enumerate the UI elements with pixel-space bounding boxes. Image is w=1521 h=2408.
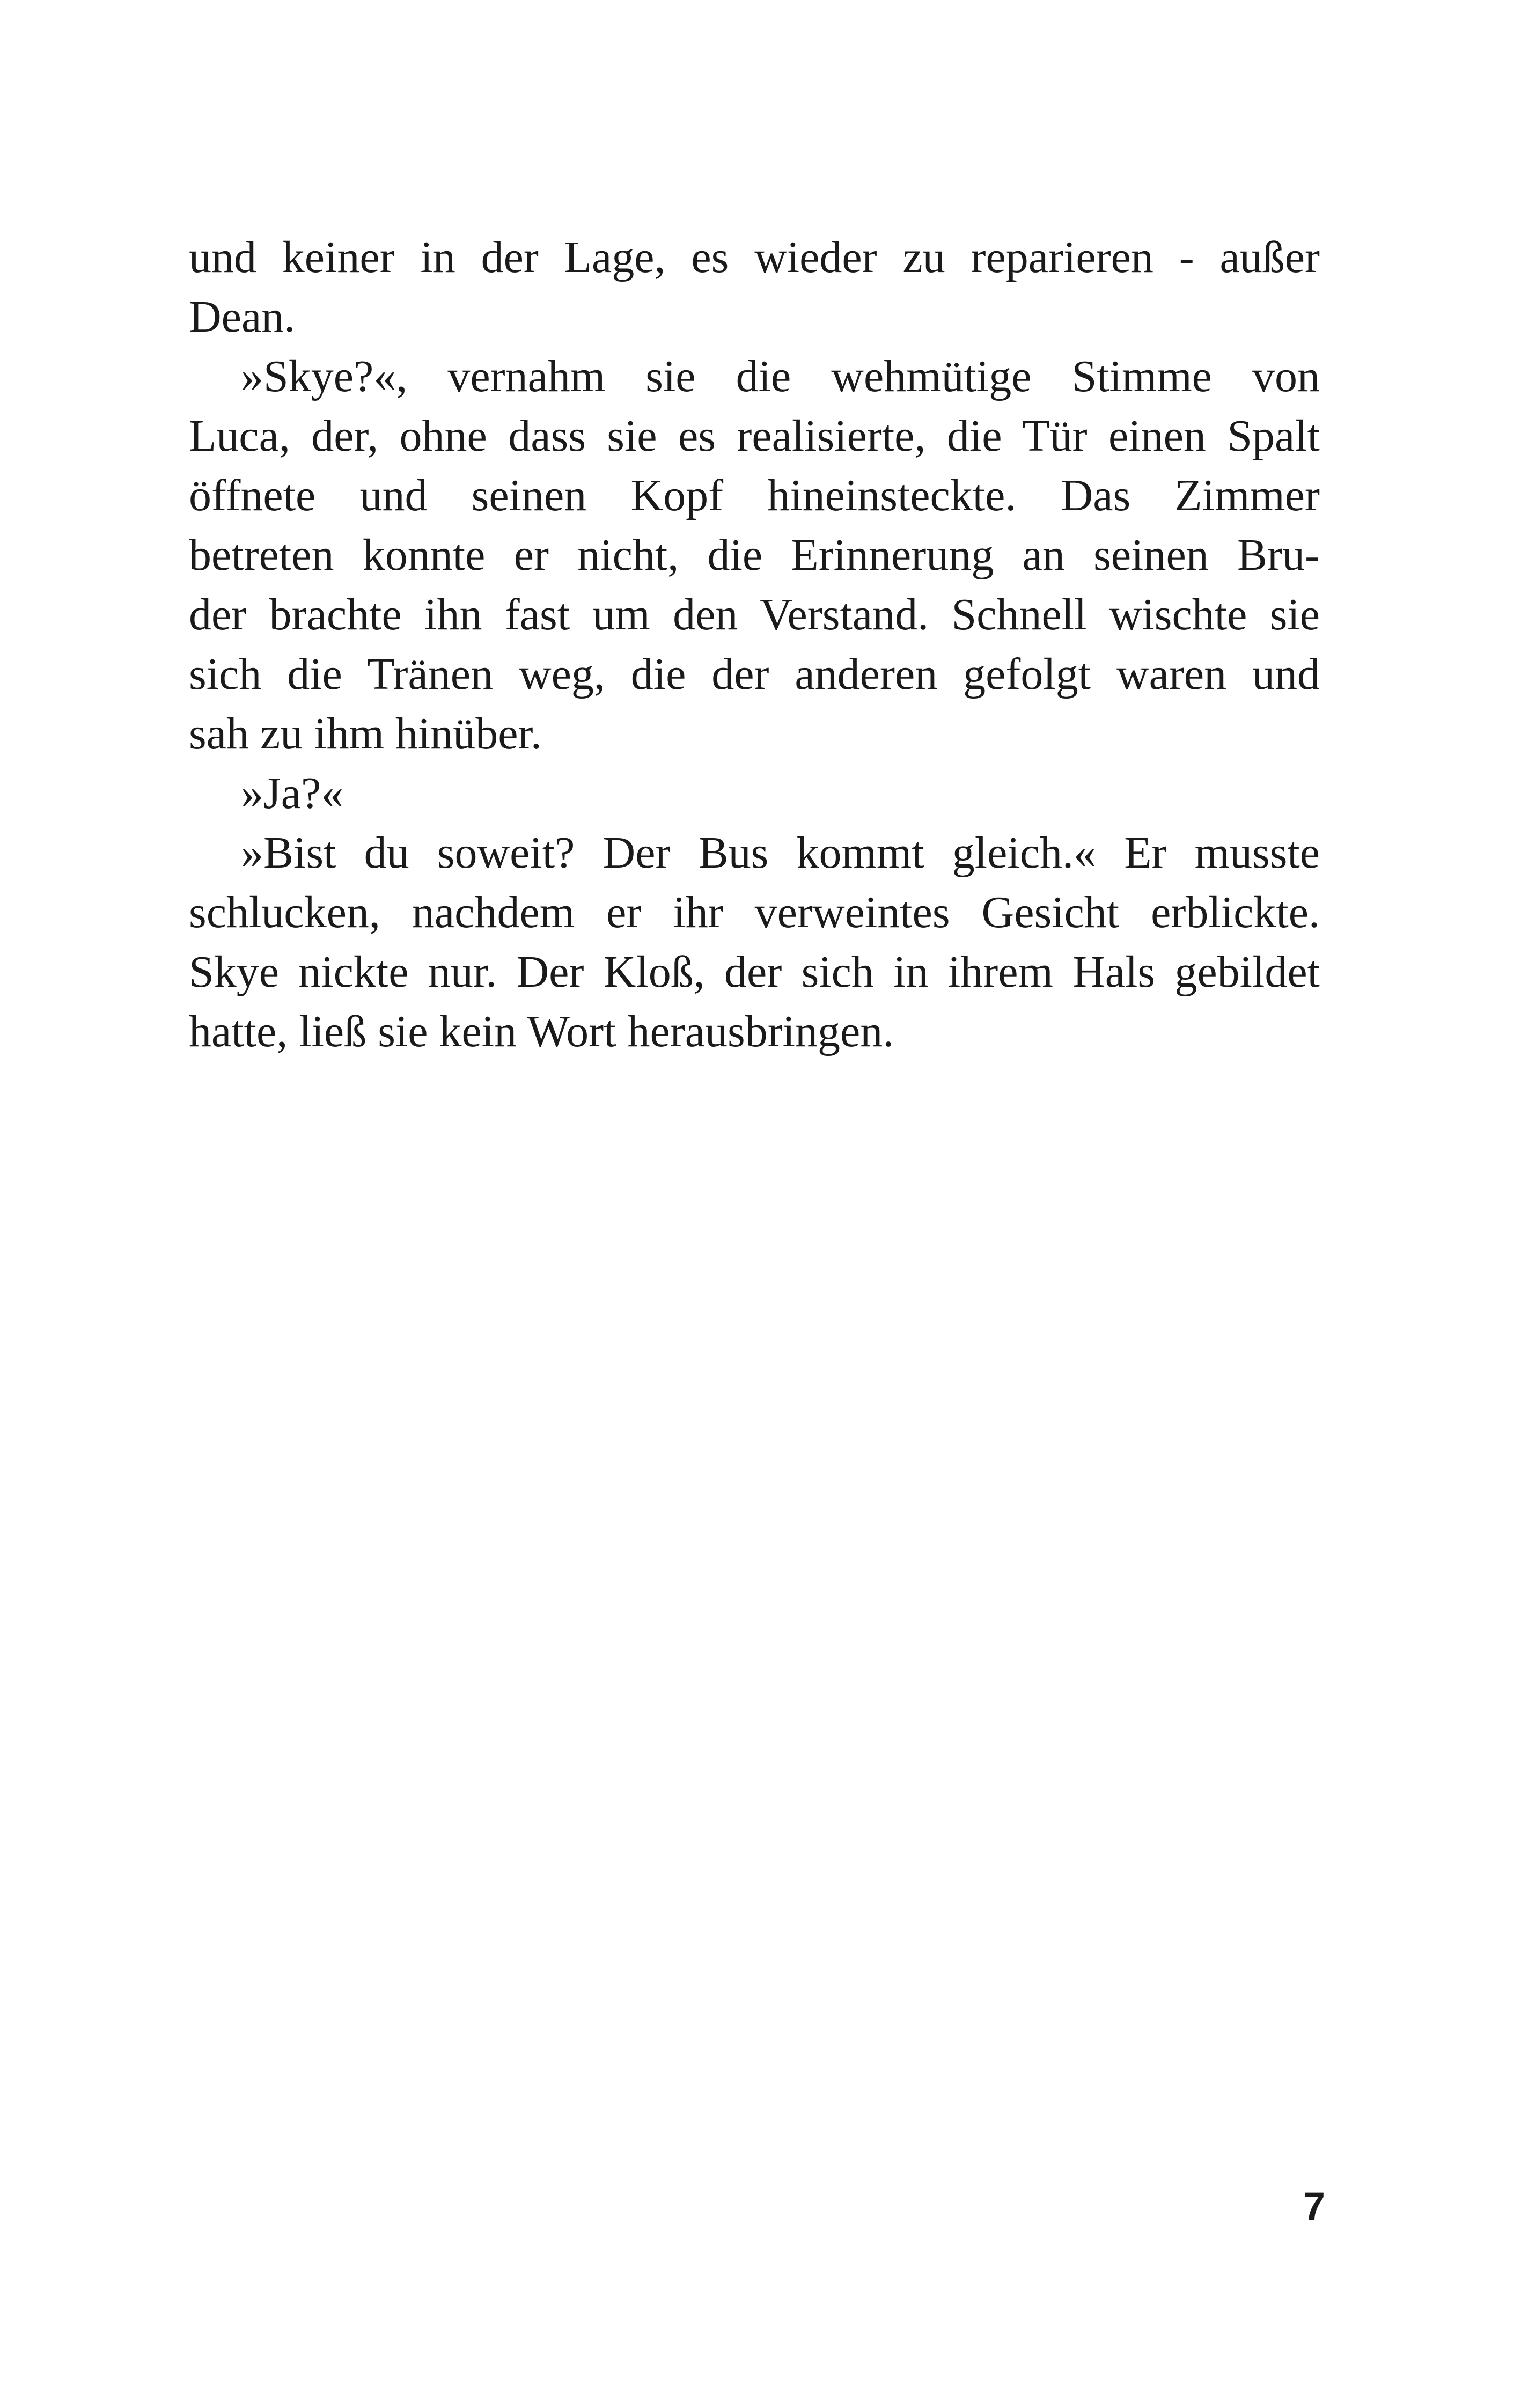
text-line: »Bist du soweit? Der Bus kommt gleich.« Er musste	[241, 828, 1320, 878]
text-line: Dean.	[189, 292, 296, 342]
text-line: betreten konnte er nicht, die Erinnerung an seinen Bru-	[189, 530, 1320, 580]
text-line: »Skye?«, vernahm sie die wehmütige Stimme von	[241, 351, 1320, 401]
text-line: öffnete und seinen Kopf hineinsteckte. Das Zimmer	[189, 471, 1320, 520]
text-line: sich die Tränen weg, die der anderen gefolgt waren und	[189, 649, 1320, 699]
text-line: und keiner in der Lage, es wieder zu reparieren - außer	[189, 232, 1320, 282]
page-number: 7	[1303, 2184, 1325, 2229]
text-line: hatte, ließ sie kein Wort herausbringen.	[189, 1007, 894, 1056]
text-line: Skye nickte nur. Der Kloß, der sich in ihrem Hals gebildet	[189, 947, 1320, 997]
text-line: »Ja?«	[241, 768, 344, 818]
body-text	[189, 227, 1320, 1061]
text-line: schlucken, nachdem er ihr verweintes Gesicht erblickte.	[189, 887, 1320, 937]
text-line: der brachte ihn fast um den Verstand. Schnell wischte sie	[189, 590, 1320, 640]
text-line: sah zu ihm hinüber.	[189, 709, 542, 759]
text-line: Luca, der, ohne dass sie es realisierte, die Tür einen Spalt	[189, 411, 1320, 461]
